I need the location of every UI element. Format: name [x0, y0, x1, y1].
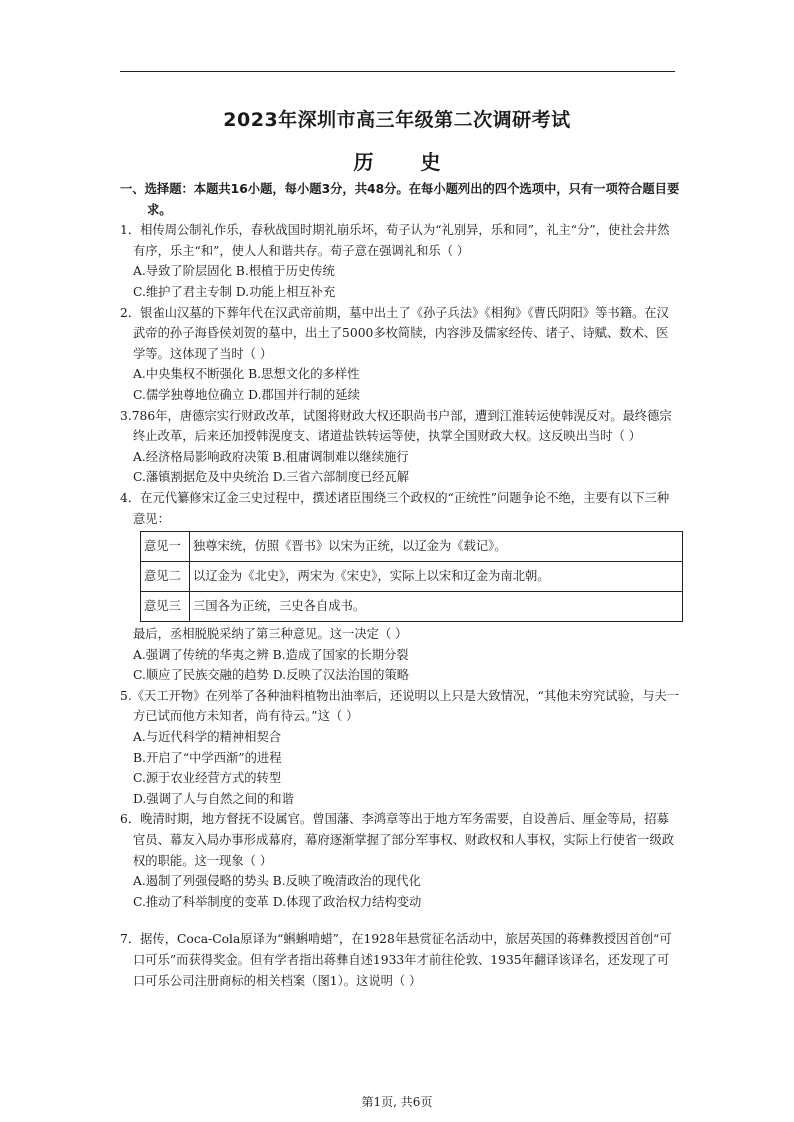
option-line: C.藩镇割据危及中央统治 D.三省六部制度已经瓦解: [133, 470, 410, 485]
table-row: [141, 562, 683, 592]
question-6: [120, 809, 680, 912]
question-3: [120, 406, 680, 488]
exam-title: 2023年深圳市高三年级第二次调研考试: [223, 109, 571, 131]
question-4: [120, 488, 680, 686]
question-7: [120, 929, 680, 991]
question-stem: 3.786年，唐德宗实行财政改革，试图将财政大权还职尚书户部，遭到江淮转运使韩滉反对。最终德宗终止改革，后来还加授韩滉度支、诸道盐铁转运等使，执掌全国财政大权。这反映出当时（ ）: [120, 408, 672, 444]
option-line: C.源于农业经营方式的转型: [133, 771, 282, 786]
opinion-text: 独尊宋统，仿照《晋书》以宋为正统，以辽金为《载记》。: [190, 532, 683, 562]
question-stem: 7．据传，Coca-Cola原译为“蝌蝌啃蜡”，在1928年悬赏征名活动中，旅居英国的蒋彝教授因首创“可口可乐”而获得奖金。但有学者指出蒋彝自述1933年才前往伦敦、1935年翻译该译名，还发现了可口可乐公司注册商标的相关档案（图1）。这说明（ ）: [120, 932, 672, 988]
option-line: B.开启了“中学西渐”的进程: [133, 750, 282, 765]
option-line: D.强调了人与自然之间的和谐: [133, 791, 294, 806]
opinion-text: 三国各为正统，三史各自成书。: [190, 592, 683, 622]
opinions-table: [140, 531, 683, 622]
exam-content: [120, 179, 680, 991]
option-line: C.维护了君主专制 D.功能上相互补充: [133, 284, 336, 299]
opinion-label: 意见三: [141, 592, 190, 622]
opinion-text: 以辽金为《北史》，两宋为《宋史》，实际上以宋和辽金为南北朝。: [190, 562, 683, 592]
option-line: C.顺应了民族交融的趋势 D.反映了汉法治国的策略: [133, 668, 410, 683]
question-stem: 2．银雀山汉墓的下葬年代在汉武帝前期，墓中出土了《孙子兵法》《相狗》《曹氏阴阳》等书籍。在汉武帝的孙子海昏侯刘贺的墓中，出土了5000多枚简牍，内容涉及儒家经传、诸子、诗赋、数术、医学等。这体现了当时（ ）: [120, 305, 669, 361]
option-line: A.强调了传统的华夷之辨 B.造成了国家的长期分裂: [133, 647, 409, 662]
opinion-label: 意见一: [141, 532, 190, 562]
subject-title: 历 史: [353, 150, 461, 174]
question-1: [120, 220, 680, 302]
question-2: [120, 303, 680, 406]
section-instructions: 一、选择题：本题共16小题，每小题3分，共48分。在每小题列出的四个选项中，只有一项符合题目要求。: [120, 182, 680, 217]
option-line: C.推动了科举制度的变革 D.体现了政治权力结构变动: [133, 894, 422, 909]
option-line: A.中央集权不断强化 B.思想文化的多样性: [133, 367, 360, 382]
option-line: A.导致了阶层固化 B.根植于历史传统: [133, 264, 335, 279]
page-number: 第1页, 共6页: [361, 1095, 433, 1109]
option-line: A.遏制了列强侵略的势头 B.反映了晚清政治的现代化: [133, 874, 421, 889]
header-rule: [120, 71, 675, 72]
spacer: [120, 912, 680, 929]
option-line: C.儒学独尊地位确立 D.郡国并行制的延续: [133, 387, 360, 402]
option-line: A.经济格局影响政府决策 B.租庸调制难以继续施行: [133, 449, 409, 464]
question-stem: 5.《天工开物》在列举了各种油料植物出油率后，还说明以上只是大致情况，“其他未穷究试验，与夫一方已试而他方未知者，尚有待云。”这（ ）: [120, 688, 680, 724]
table-row: [141, 532, 683, 562]
table-row: [141, 592, 683, 622]
question-stem-continued: 最后，丞相脱脱采纳了第三种意见。这一决定（ ）: [133, 627, 408, 642]
question-stem: 4．在元代纂修宋辽金三史过程中，撰述诸臣围绕三个政权的“正统性”问题争论不绝，主要有以下三种意见：: [120, 490, 670, 526]
question-stem: 6．晚清时期，地方督抚不设属官。曾国藩、李鸿章等出于地方军务需要，自设善后、厘金等局，招募官员、幕友入局办事形成幕府，幕府逐渐掌握了部分军事权、财政权和人事权，实际上行使省一级政权的职能。这一现象（ ）: [120, 812, 675, 868]
opinion-label: 意见二: [141, 562, 190, 592]
question-stem: 1．相传周公制礼作乐，春秋战国时期礼崩乐坏，荀子认为“礼别异，乐和同”，礼主“分”，使社会井然有序，乐主“和”，使人人和谐共存。荀子意在强调礼和乐（ ）: [120, 223, 670, 258]
question-5: [120, 686, 680, 810]
option-line: A.与近代科学的精神相契合: [133, 730, 282, 745]
